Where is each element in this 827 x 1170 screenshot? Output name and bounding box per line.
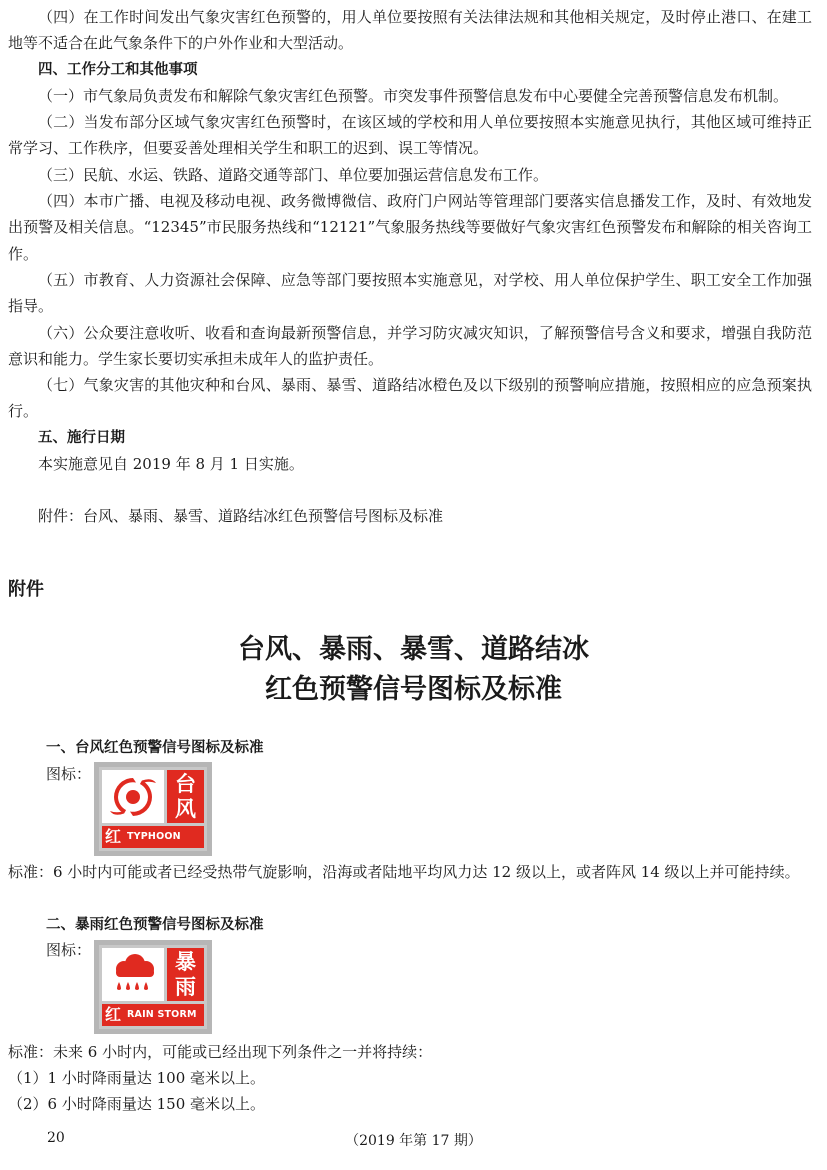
issue-label: （2019 年第 17 期） — [345, 1133, 482, 1149]
signal-glyph: 台 — [175, 771, 196, 796]
typhoon-standard — [8, 859, 812, 885]
title-line-1: 台风、暴雨、暴雪、道路结冰 — [238, 634, 589, 665]
section-heading: 四、工作分工和其他事项 — [38, 61, 198, 78]
paragraph: （一）市气象局负责发布和解除气象灾害红色预警。市突发事件预警信息发布中心要健全完善预警信息发布机制。 — [38, 86, 789, 105]
rain-cloud-icon — [102, 948, 164, 1001]
typhoon-icon-label: 图标： — [46, 765, 92, 783]
signal-glyph: 雨 — [175, 974, 196, 999]
paragraph: （四）本市广播、电视及移动电视、政务微博微信、政府门户网站等管理部门要落实信息播发工作，及时、有效地发出预警及相关信息。“12345”市民服务热线和“12121”气象服务热线等要做好气象灾害红色预警发布和解除的相关咨询工作。 — [8, 192, 812, 263]
paragraph: 标准：未来 6 小时内，可能或已经出现下列条件之一并将持续： — [8, 1043, 433, 1061]
title-line-2: 红色预警信号图标及标准 — [265, 674, 562, 705]
section-heading: 五、施行日期 — [38, 429, 125, 446]
paragraph: （七）气象灾害的其他灾种和台风、暴雨、暴雪、道路结冰橙色及以下级别的预警响应措施，按照相应的应急预案执行。 — [8, 376, 812, 421]
condition-item: （2）6 小时降雨量达 150 毫米以上。 — [8, 1095, 266, 1113]
typhoon-red-warning-signal — [94, 762, 212, 856]
red-level-glyph: 红 — [105, 1005, 122, 1024]
condition-item: （1）1 小时降雨量达 100 毫米以上。 — [8, 1069, 266, 1087]
signal-glyph: 风 — [175, 796, 196, 821]
rainstorm-red-warning-signal — [94, 940, 212, 1034]
attachment-label: 附件 — [8, 579, 44, 600]
rainstorm-standard — [8, 1039, 812, 1117]
paragraph: （五）市教育、人力资源社会保障、应急等部门要按照本实施意见，对学校、用人单位保护学生、职工安全工作加强指导。 — [8, 270, 812, 316]
paragraph: 标准：6 小时内可能或者已经受热带气旋影响，沿海或者陆地平均风力达 12 级以上，或者阵风 14 级以上并可能持续。 — [8, 863, 800, 881]
red-level-glyph: 红 — [105, 827, 122, 846]
paragraph: （六）公众要注意收听、收看和查询最新预警信息，并学习防灾减灾知识，了解预警信号含义和要求，增强自我防范意识和能力。学生家长要切实承担未成年人的监护责任。 — [8, 323, 812, 368]
attachment-reference: 附件：台风、暴雨、暴雪、道路结冰红色预警信号图标及标准 — [38, 507, 444, 526]
signal-english-name: RAIN STORM — [127, 1009, 197, 1020]
rainstorm-icon-label: 图标： — [46, 941, 92, 959]
paragraph: （三）民航、水运、铁路、道路交通等部门、单位要加强运营信息发布工作。 — [38, 165, 549, 184]
typhoon-symbol-icon — [102, 770, 164, 823]
paragraph: （二）当发布部分区域气象灾害红色预警时，在该区域的学校和用人单位要按照本实施意见执行，其他区域可维持正常学习、工作秩序，但要妥善处理相关学生和职工的迟到、误工等情况。 — [8, 113, 812, 158]
attachment-title — [0, 630, 827, 710]
signal-glyph-box — [167, 948, 204, 1001]
paragraph: （四）在工作时间发出气象灾害红色预警的，用人单位要按照有关法律法规和其他相关规定，及时停止港口、在建工地等不适合在此气象条件下的户外作业和大型活动。 — [8, 8, 812, 53]
signal-glyph-box — [167, 770, 204, 823]
signal-label-bar — [102, 1004, 204, 1026]
rainstorm-heading: 二、暴雨红色预警信号图标及标准 — [46, 917, 264, 933]
signal-label-bar — [102, 826, 204, 848]
paragraph: 本实施意见自 2019 年 8 月 1 日实施。 — [38, 455, 304, 474]
signal-glyph: 暴 — [175, 949, 196, 974]
typhoon-heading: 一、台风红色预警信号图标及标准 — [46, 740, 264, 756]
page-number: 20 — [47, 1130, 65, 1146]
signal-english-name: TYPHOON — [127, 831, 181, 842]
body-text — [8, 4, 812, 530]
